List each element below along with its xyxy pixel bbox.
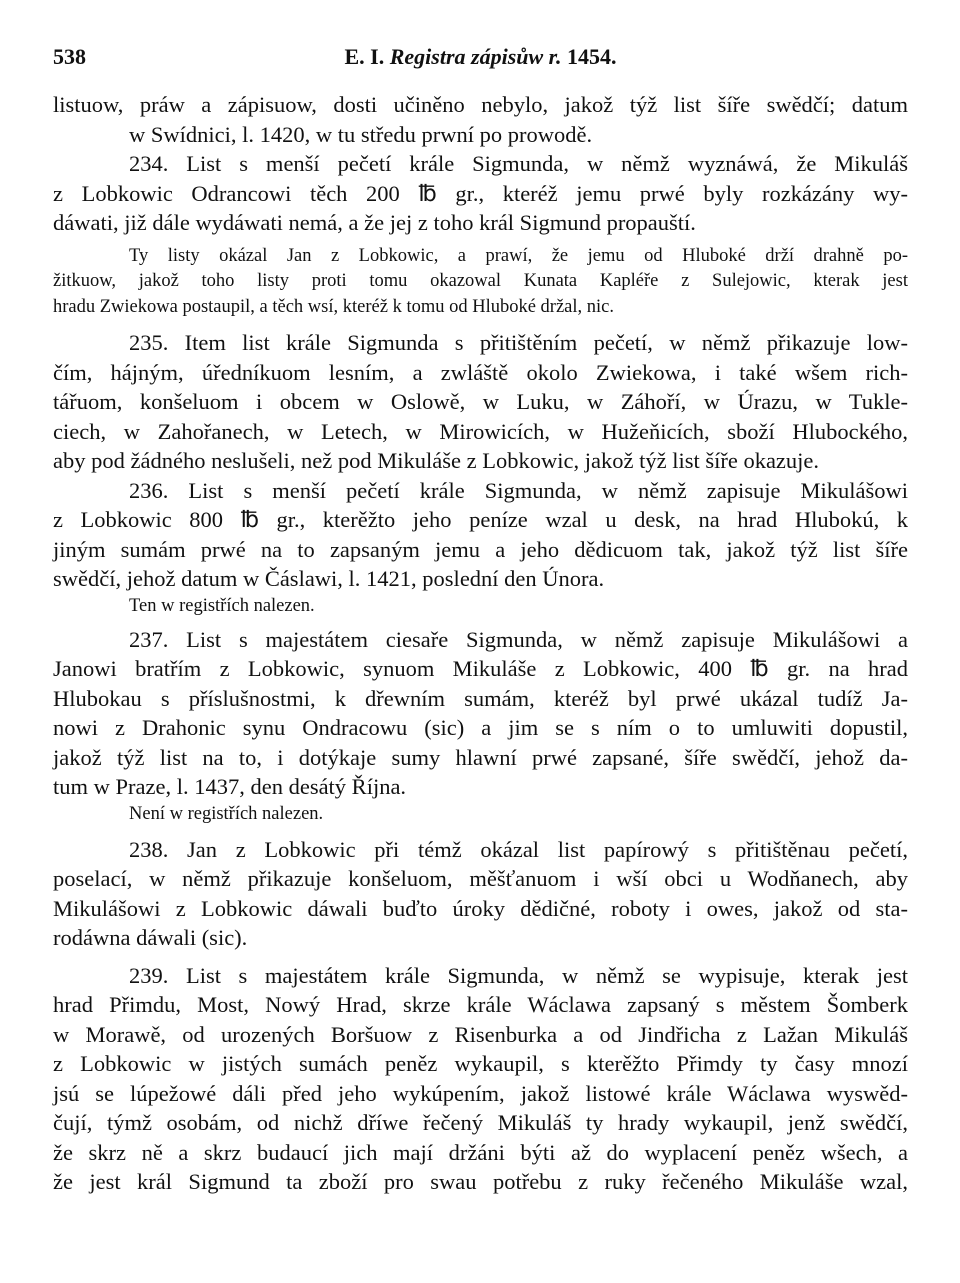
text-line: w Swídnici, l. 1420, w tu středu prwní po prowodě. — [129, 121, 593, 147]
text-line: jakož týž list na to, i dotýkaje sumy hlawní prwé zapsané, šíře swědčí, jehož da- — [53, 744, 908, 770]
text-line: Hlubokau s příslušnostmi, k dřewním sumám, kteréž byl prwé ukázal tudíž Ja- — [53, 685, 908, 711]
entry-238 — [53, 835, 908, 953]
text-line: 238. Jan z Lobkowic při témž okázal list papírowý s přitištěnau pečetí, — [129, 836, 908, 862]
text-line: hradu Zwiekowa postaupil, a těch wsí, kteréž k tomu od Hluboké držal, nic. — [53, 296, 615, 317]
page-number: 538 — [53, 44, 86, 69]
text-line: Janowi bratřím z Lobkowic, synuom Mikuláše z Lobkowic, 400 ℔ gr. na hrad — [53, 656, 908, 681]
text-line: 237. List s majestátem ciesaře Sigmunda, w němž zapisuje Mikulášowi a — [129, 626, 908, 652]
text-line: 234. List s menší pečetí krále Sigmunda, w němž wyznáwá, že Mikuláš — [129, 151, 908, 176]
text-line: jsú se lúpežowé dáli před jeho wykúpením, jakož listowé krále Wáclawa wyswěd- — [53, 1080, 908, 1106]
text-line: swědčí, jehož datum w Čáslawi, l. 1421, poslední den Února. — [53, 566, 605, 591]
text-line: rodáwna dáwali (sic). — [53, 925, 248, 950]
entry-234 — [53, 149, 908, 238]
text-line: hrad Přimdu, Most, Nowý Hrad, skrze krále Wáclawa zapsaný s městem Šomberk — [53, 992, 908, 1017]
text-line: Ty listy okázal Jan z Lobkowic, a prawí, že jemu od Hluboké drží drahně po- — [129, 245, 908, 266]
registry-note: Není w registřích nalezen. — [129, 803, 324, 824]
text-line: aby pod žádného neslušeli, než pod Mikuláše z Lobkowic, jakož týž list šíře okazuje. — [53, 448, 820, 473]
registry-note: Ten w registřích nalezen. — [129, 595, 315, 616]
header-prefix: E. I. — [344, 44, 385, 69]
text-line: čím, hájným, úředníkuom lesním, a zwláště okolo Zwiekowa, i také wšem rich- — [53, 359, 908, 385]
text-line: w Morawě, od urozených Boršuow z Risenburka a od Jindřicha z Lažan Mikuláš — [53, 1021, 908, 1047]
text-line: 236. List s menší pečetí krále Sigmunda, w němž zapisuje Mikulášowi — [129, 477, 908, 503]
page-body — [53, 90, 908, 1197]
entry-237 — [53, 625, 908, 802]
entry-235 — [53, 328, 908, 476]
text-line: že jest král Sigmund ta zboží pro swau potřebu z ruky řečeného Mikuláše wzal, — [53, 1169, 908, 1194]
small-print-note — [53, 244, 908, 321]
text-line: 235. Item list krále Sigmunda s přitištěním pečetí, w němž přikazuje low- — [129, 330, 908, 355]
header-year: 1454. — [567, 44, 617, 69]
text-line: z Lobkowic Odrancowi těch 200 ℔ gr., kteréž jemu prwé byly rozkázány wy- — [53, 180, 908, 206]
running-title — [53, 44, 908, 70]
text-line: nowi z Drahonic synu Ondracowu (sic) a jim se s ním o to umluwiti dopustil, — [53, 715, 908, 740]
text-line: ciech, w Zahořanech, w Letech, w Mirowicích, w Hužeňicích, sboží Hlubockého, — [53, 418, 908, 444]
text-line: Mikulášowi z Lobkowic dáwali buďto úroky dědičné, roboty i owes, jakož od sta- — [53, 895, 908, 921]
text-line: tářuom, konšeluom i obcem w Oslowě, w Luku, w Záhoří, w Úrazu, w Tukle- — [53, 389, 908, 414]
text-line: z Lobkowic 800 ℔ gr., kterěžto jeho peníze wzal u desk, na hrad Hlubokú, k — [53, 507, 908, 532]
text-line: dáwati, již dále wydáwati nemá, a že jej z toho král Sigmund propauští. — [53, 210, 696, 235]
text-line: z Lobkowic w jistých sumách peněz wykaupil, s kterěžto Přimdy ty časy mnozí — [53, 1051, 908, 1076]
entry-236 — [53, 476, 908, 594]
text-line: žitkuow, jakož toho listy proti tomu okazowal Kunata Kapléře z Sulejowic, kterak jest — [53, 271, 908, 291]
text-line: jiným sumám prwé na to zapsaným jemu a jeho dědicuom tak, jakož týž list šíře — [53, 536, 908, 562]
text-line: čují, týmž osobám, od nichž dříwe řečený Mikuláš ty hrady wykaupil, jenž swědčí, — [53, 1110, 908, 1135]
text-line: že skrz ně a skrz budaucí jich mají držáni býti až do wyplacení peněz wšech, a — [53, 1139, 908, 1165]
paragraph — [53, 90, 908, 149]
text-line: 239. List s majestátem krále Sigmunda, w němž se wypisuje, kterak jest — [129, 962, 908, 988]
header-register-title: Registra zápisůw r. — [389, 44, 562, 69]
text-line: poselací, w němž přikazuje konšeluom, měšťanuom i wší obci u Wodňanech, aby — [53, 866, 908, 891]
text-line: listuow, práw a zápisuow, dosti učiněno nebylo, jakož týž list šíře swědčí; datum — [53, 92, 908, 117]
text-line: tum w Praze, l. 1437, den desátý Října. — [53, 774, 407, 799]
running-header — [53, 44, 908, 76]
entry-239 — [53, 961, 908, 1197]
